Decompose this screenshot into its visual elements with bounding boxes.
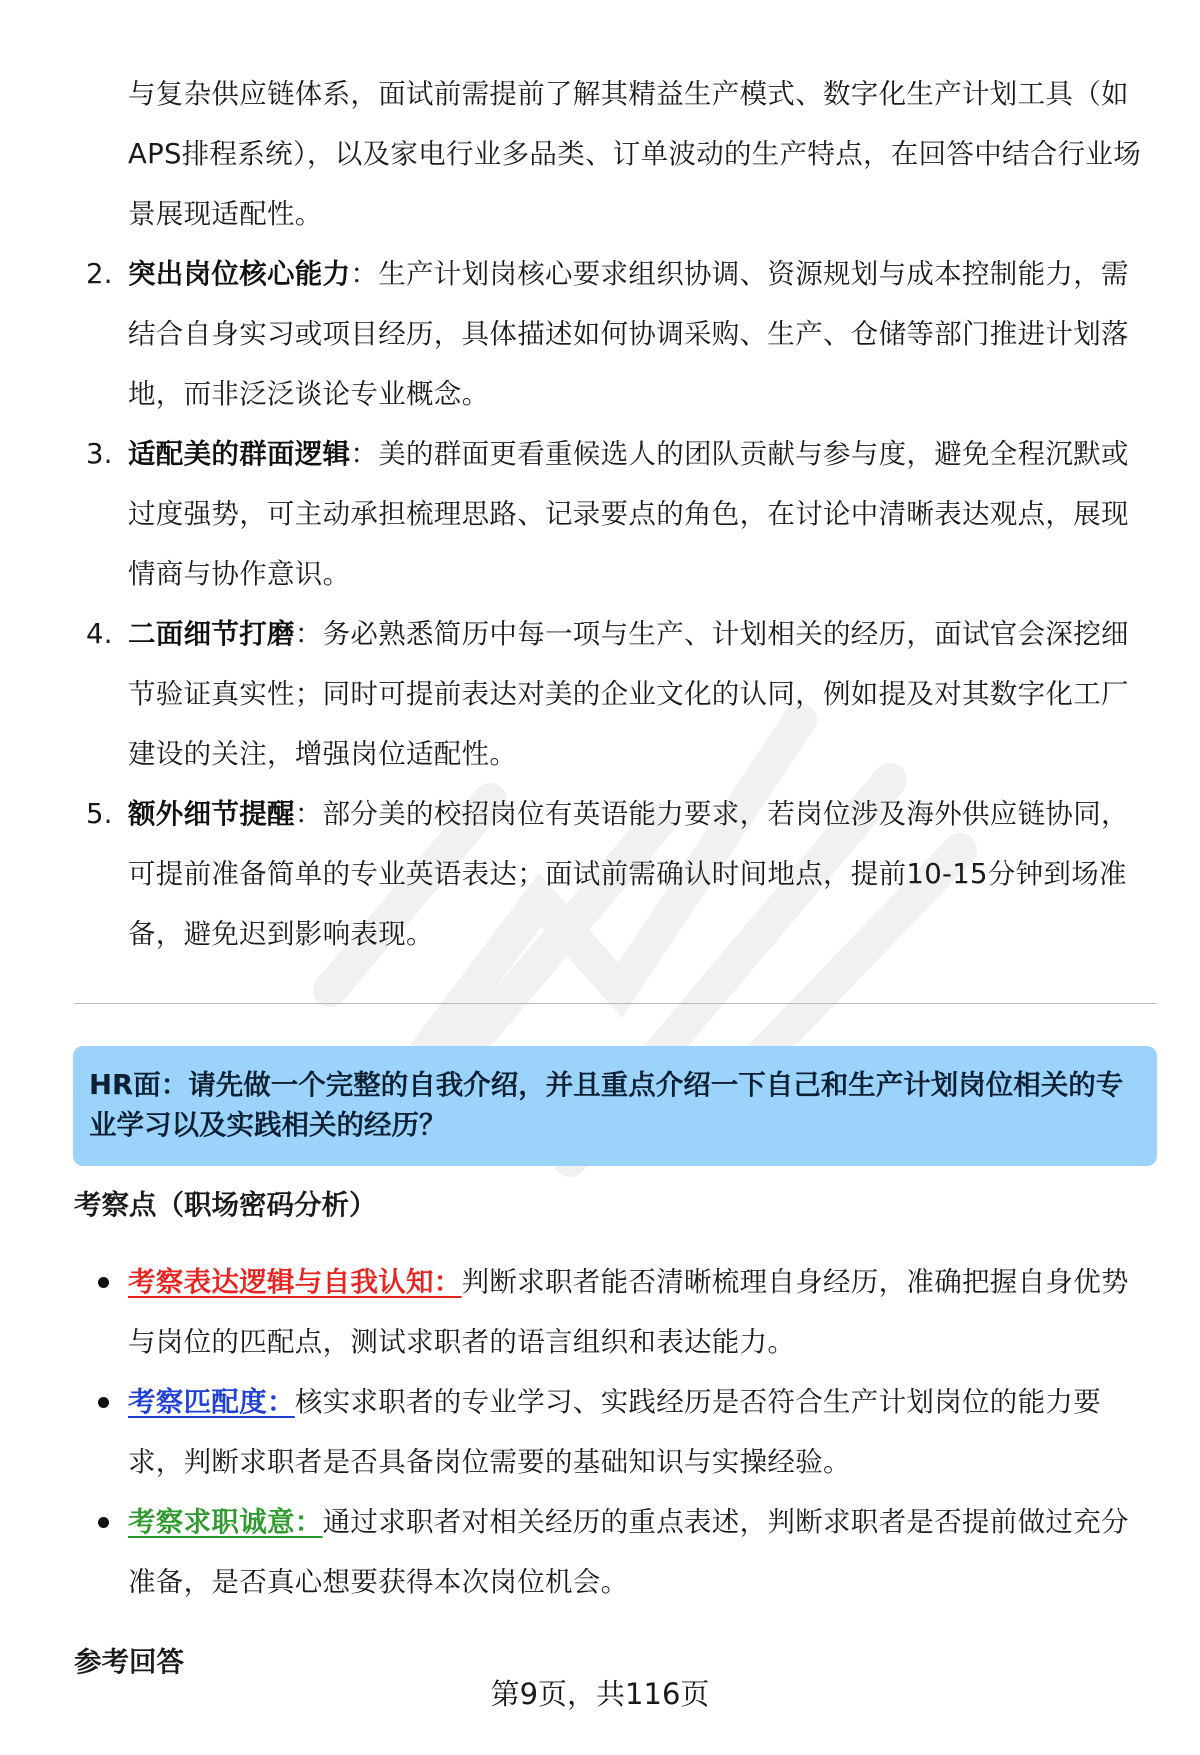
bullet-icon <box>98 1277 109 1288</box>
tips-list <box>74 64 1154 964</box>
question-box <box>73 1046 1157 1166</box>
bullet-icon <box>98 1517 109 1528</box>
list-item-text: ：美的群面更看重候选人的团队贡献与参与度，避免全程沉默或过度强势，可主动承担梳理思路、记录要点的角色，在讨论中清晰表达观点，展现情商与协作意识。 <box>128 438 1129 590</box>
list-item-text: ：生产计划岗核心要求组织协调、资源规划与成本控制能力，需结合自身实习或项目经历，具体描述如何协调采购、生产、仓储等部门推进计划落地，而非泛泛谈论专业概念。 <box>128 258 1129 410</box>
point-text: 判断求职者能否清晰梳理自身经历，准确把握自身优势与岗位的匹配点，测试求职者的语言组织和表达能力。 <box>128 1266 1129 1358</box>
list-item <box>74 1252 1154 1372</box>
list-item <box>74 244 1154 424</box>
bullet-icon <box>98 1397 109 1408</box>
list-item-text: ：务必熟悉简历中每一项与生产、计划相关的经历，面试官会深挖细节验证真实性；同时可提前表达对美的企业文化的认同，例如提及对其数字化工厂建设的关注，增强岗位适配性。 <box>128 618 1129 770</box>
page-number: 第9页，共116页 <box>490 1677 710 1711</box>
list-item-title: 适配美的群面逻辑 <box>128 438 351 470</box>
question-text: HR面：请先做一个完整的自我介绍，并且重点介绍一下自己和生产计划岗位相关的专业学习以及实践相关的经历？ <box>89 1069 1124 1141</box>
list-number: 3. <box>86 438 113 470</box>
section-divider <box>74 1003 1156 1004</box>
list-item-title: 突出岗位核心能力 <box>128 258 351 290</box>
point-label: 考察求职诚意： <box>128 1506 323 1538</box>
list-number: 2. <box>86 258 113 290</box>
point-text: 通过求职者对相关经历的重点表述，判断求职者是否提前做过充分准备，是否真心想要获得本次岗位机会。 <box>128 1506 1129 1598</box>
list-item <box>74 1492 1154 1612</box>
analysis-points <box>74 1252 1154 1612</box>
list-number: 4. <box>86 618 113 650</box>
list-number: 5. <box>86 798 113 830</box>
list-item <box>74 1372 1154 1492</box>
list-item-text: ：部分美的校招岗位有英语能力要求，若岗位涉及海外供应链协同，可提前准备简单的专业英语表达；面试前需确认时间地点，提前10-15分钟到场准备，避免迟到影响表现。 <box>128 798 1129 950</box>
answer-heading: 参考回答 <box>74 1646 184 1678</box>
list-item <box>74 784 1154 964</box>
point-label: 考察表达逻辑与自我认知： <box>128 1266 462 1298</box>
analysis-heading: 考察点（职场密码分析） <box>74 1189 377 1221</box>
point-text: 核实求职者的专业学习、实践经历是否符合生产计划岗位的能力要求，判断求职者是否具备岗位需要的基础知识与实操经验。 <box>128 1386 1102 1478</box>
list-item-title: 额外细节提醒 <box>128 798 295 830</box>
list-item-title: 二面细节打磨 <box>128 618 295 650</box>
list-item-text: 与复杂供应链体系，面试前需提前了解其精益生产模式、数字化生产计划工具（如APS排程系统），以及家电行业多品类、订单波动的生产特点，在回答中结合行业场景展现适配性。 <box>128 78 1141 230</box>
list-item <box>74 604 1154 784</box>
list-item <box>74 424 1154 604</box>
point-label: 考察匹配度： <box>128 1386 295 1418</box>
list-item <box>74 64 1154 244</box>
